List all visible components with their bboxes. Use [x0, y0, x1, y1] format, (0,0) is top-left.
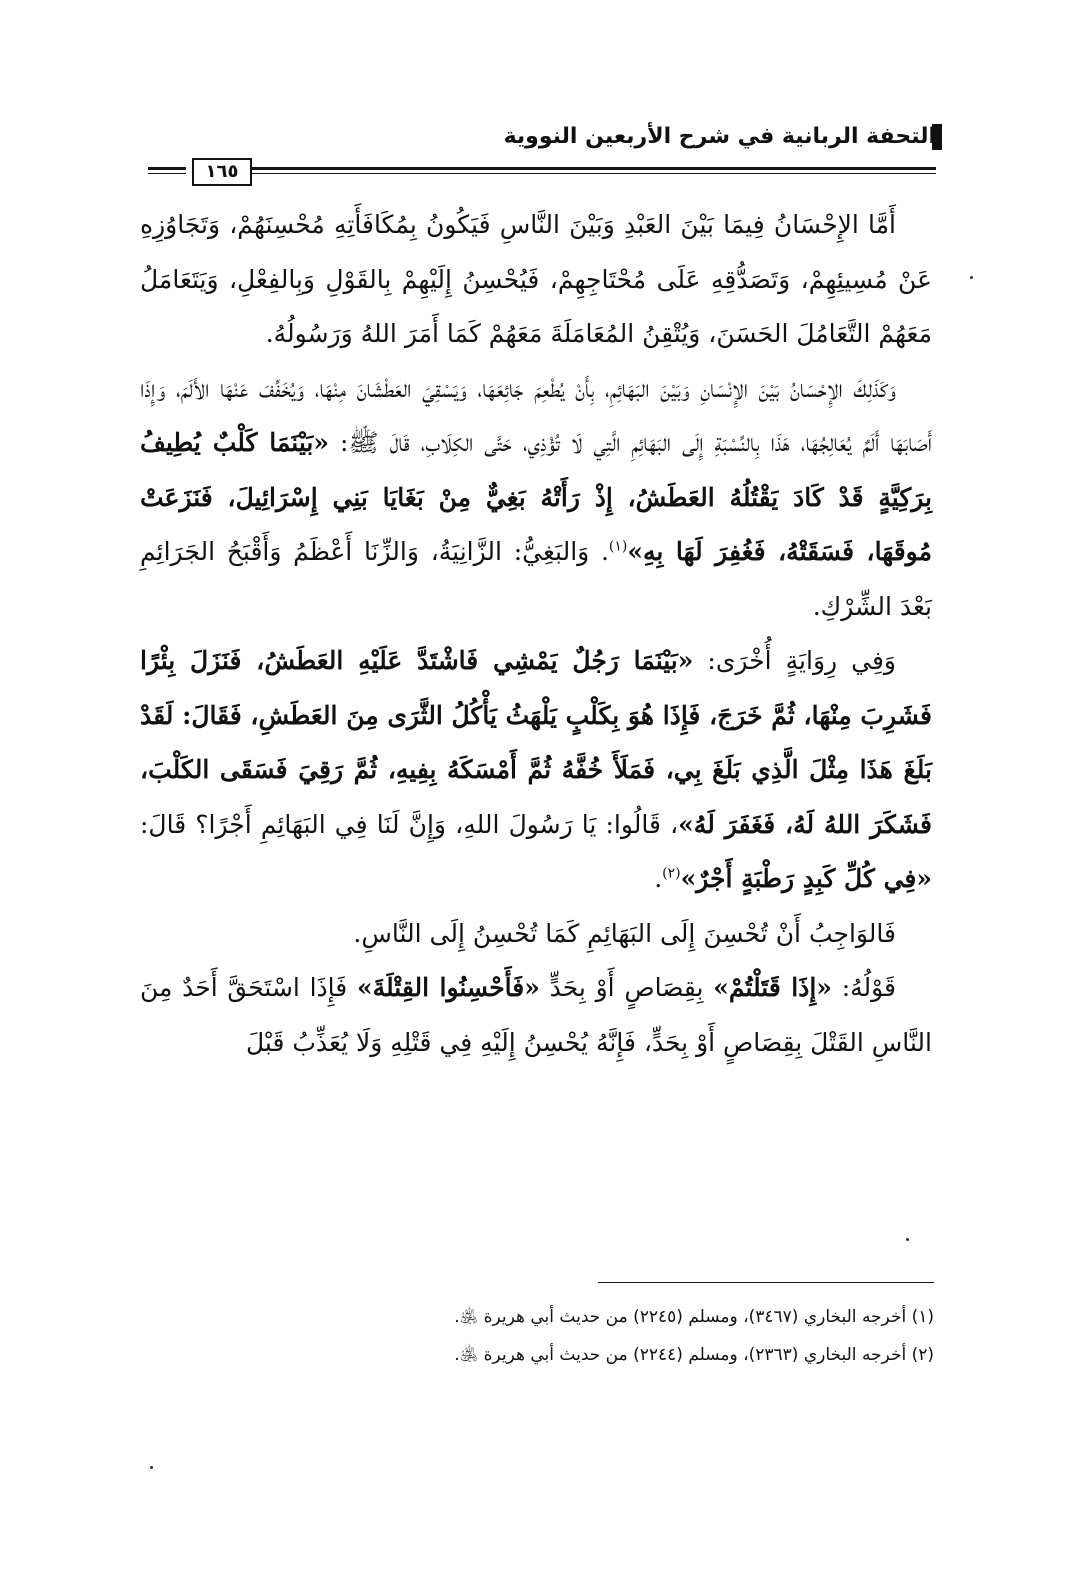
main-text	[140, 198, 932, 1070]
footnote-1: (١) أخرجه البخاري (٣٤٦٧)، ومسلم (٢٢٤٥) من حديث أبي هريرة ﵁.	[454, 1307, 934, 1327]
text-segment: . وَالبَغِيُّ: الزَّانِيَةُ، وَالزِّنَا أَعْظَمُ وَأَقْبَحُ الجَرَائِمِ بَعْدَ الشِّرْكِ.	[140, 537, 932, 621]
paragraph	[140, 198, 932, 362]
hadith-quote: «بَيْنَمَا رَجُلٌ يَمْشِي فَاشْتَدَّ عَلَيْهِ العَطَشُ، فَنَزَلَ بِئْرًا فَشَرِبَ مِنْهَا، ثُمَّ خَرَجَ، فَإِذَا هُوَ بِكَلْبٍ يَلْهَثُ يَأْكُلُ الثَّرَى مِنَ العَطَشِ، فَقَالَ: لَقَدْ بَلَغَ هَذَا مِثْلَ الَّذِي بَلَغَ بِي، فَمَلَأَ خُفَّهُ ثُمَّ أَمْسَكَهُ بِفِيهِ، ثُمَّ رَقِيَ فَسَقَى الكَلْبَ، فَشَكَرَ اللهُ لَهُ، فَغَفَرَ لَهُ»	[140, 646, 932, 839]
text-segment: وَفِي رِوَايَةٍ أُخْرَى:	[693, 646, 896, 675]
footnote-reference: (١)	[608, 538, 628, 555]
scan-speck	[906, 1238, 909, 1241]
hadith-quote: «بَيْنَمَا كَلْبٌ يُطِيفُ بِرَكِيَّةٍ قَدْ كَادَ يَقْتُلُهُ العَطَشُ، إِذْ رَأَتْهُ بَغِيٌّ مِنْ بَغَايَا بَنِي إِسْرَائِيلَ، فَنَزَعَتْ مُوقَهَا، فَسَقَتْهُ، فَغُفِرَ لَهَا بِهِ»	[140, 428, 932, 566]
footnote-separator	[598, 1282, 934, 1283]
hadith-quote: «فِي كُلِّ كَبِدٍ رَطْبَةٍ أَجْرٌ»	[680, 864, 932, 893]
text-segment: وَكَذَلِكَ الإِحْسَانُ بَيْنَ الإِنْسَانِ وَبَيْنَ البَهَائِمِ، بِأَنْ يُطْعِمَ جَائِعَهَا، وَيَسْقِيَ العَطْشَانَ مِنْهَا، وَيُخَفِّفَ عَنْهَا الأَلَمَ، وَإِذَا أَصَابَهَا أَلَمٌ يُعَالِجُهَا، هَذَا بِالنِّسْبَةِ إِلَى البَهَائِمِ الَّتِي لَا تُؤْذِي، حَتَّى الكِلَابِ، قَالَ ﷺ:	[140, 373, 932, 457]
text-segment: فَالوَاجِبُ أَنْ تُحْسِنَ إِلَى البَهَائِمِ كَمَا تُحْسِنُ إِلَى النَّاسِ.	[353, 918, 896, 948]
running-title: التحفة الربانية في شرح الأربعين النووية	[503, 124, 936, 149]
scan-speck	[150, 1466, 153, 1469]
text-segment: ، قَالُوا: يَا رَسُولَ اللهِ، وَإِنَّ لَنَا فِي البَهَائِمِ أَجْرًا؟ قَالَ:	[140, 809, 679, 839]
paragraph	[140, 362, 932, 635]
scan-speck	[970, 276, 973, 279]
header-rule-right	[252, 167, 936, 174]
hadith-quote: «إِذَا قَتَلْتُمْ»	[713, 973, 832, 1002]
text-segment: بِقِصَاصٍ أَوْ بِحَدٍّ	[539, 973, 714, 1002]
text-segment: فَإِذَا اسْتَحَقَّ أَحَدٌ مِنَ النَّاسِ القَتْلَ بِقِصَاصٍ أَوْ بِحَدٍّ، فَإِنَّهُ يُحْسِنُ إِلَيْهِ فِي قَتْلِهِ وَلَا يُعَذِّبُ قَبْلَ	[140, 973, 932, 1057]
paragraph	[140, 907, 932, 962]
header-rule-left	[148, 167, 186, 174]
paragraph	[140, 961, 932, 1070]
text-segment: أَمَّا الإِحْسَانُ فِيمَا بَيْنَ العَبْدِ وَبَيْنَ النَّاسِ فَيَكُونُ بِمُكَافَأَتِهِ مُحْسِنَهُمْ، وَتَجَاوُزِهِ عَنْ مُسِيئِهِمْ، وَتَصَدُّقِهِ عَلَى مُحْتَاجِهِمْ، فَيُحْسِنُ إِلَيْهِمْ بِالقَوْلِ وَبِالفِعْلِ، وَيَتَعَامَلُ مَعَهُمْ التَّعَامُلَ الحَسَنَ، وَيُتْقِنُ المُعَامَلَةَ مَعَهُمْ كَمَا أَمَرَ اللهُ وَرَسُولُهُ.	[140, 210, 932, 348]
page-number: ١٦٥	[192, 158, 252, 186]
footnote-2: (٢) أخرجه البخاري (٢٣٦٣)، ومسلم (٢٢٤٤) من حديث أبي هريرة ﵁.	[454, 1345, 934, 1365]
page-header	[148, 122, 936, 184]
text-segment: .	[654, 864, 663, 893]
paragraph	[140, 634, 932, 907]
text-segment: قَوْلُهُ:	[831, 973, 897, 1002]
hadith-quote: «فَأَحْسِنُوا القِتْلَةَ»	[356, 973, 540, 1002]
footnotes	[200, 1298, 934, 1374]
header-rule	[148, 158, 936, 184]
footnote-reference: (٢)	[662, 865, 681, 882]
